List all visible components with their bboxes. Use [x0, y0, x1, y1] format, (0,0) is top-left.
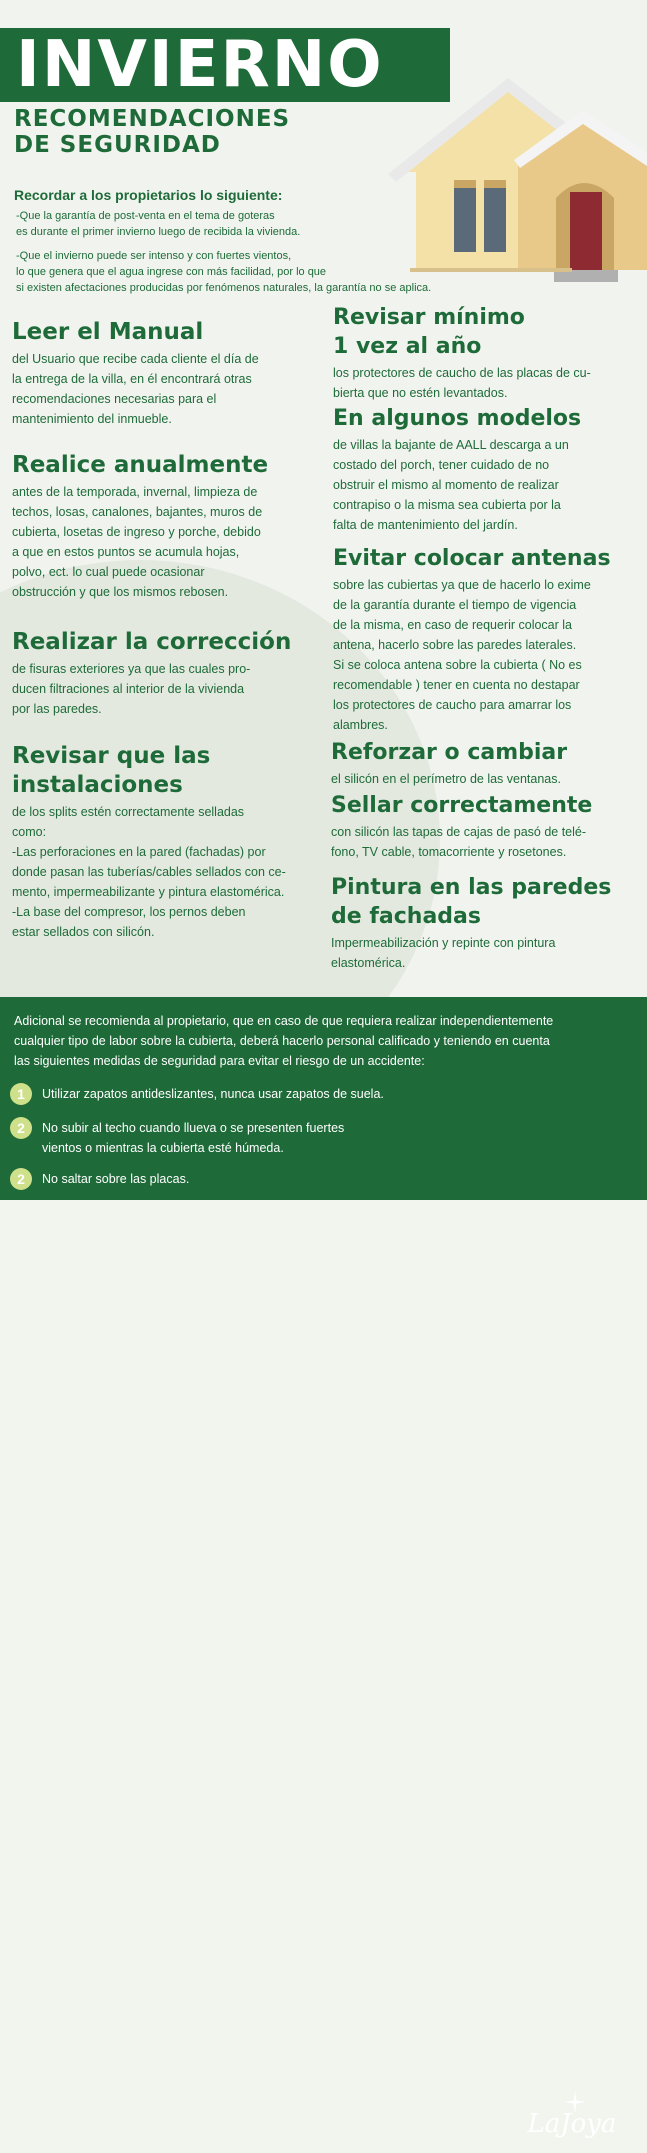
section-body: de fisuras exteriores ya que las cuales pro- ducen filtraciones al interior de la vivienda por las paredes. [12, 662, 251, 716]
section-title: En algunos modelos [333, 406, 582, 431]
section-realice-anualmente [12, 451, 327, 602]
section-title: Realizar la corrección [12, 629, 292, 655]
section-body: con silicón las tapas de cajas de pasó de telé- fono, TV cable, tomacorriente y rosetones. [331, 825, 587, 859]
section-title: Reforzar o cambiar [331, 740, 568, 765]
number-badge: 1 [10, 1083, 32, 1105]
section-body: de los splits estén correctamente selladas como: -Las perforaciones en la pared (fachadas) por donde pasan las tuberías/cables sellados con ce- mento, impermeabilizante y pintura elastomérica. -La base del compresor, los pernos deben estar sellados con silicón. [12, 805, 286, 939]
page-title: INVIERNO [16, 28, 384, 102]
intro-item: -Que la garantía de post-venta en el tema de goteras es durante el primer invierno luego de recibida la vivienda. [16, 210, 301, 238]
section-title: Revisar mínimo 1 vez al año [333, 305, 525, 359]
section-title: Evitar colocar antenas [333, 546, 611, 571]
list-item-text: No subir al techo cuando llueva o se presenten fuertes vientos o mientras la cubierta esté húmeda. [42, 1121, 345, 1155]
section-body: Impermeabilización y repinte con pintura elastomérica. [331, 936, 556, 970]
intro-block [14, 186, 524, 296]
section-realizar-correccion [12, 628, 327, 719]
section-title: Pintura en las paredes de fachadas [331, 875, 612, 929]
section-body: sobre las cubiertas ya que de hacerlo lo exime de la garantía durante el tiempo de vigencia de la misma, en caso de requerir colocar la antena, hacerlo sobre las paredes laterales. Si se coloca antena sobre la cubierta ( No es recomendable ) tener en cuenta no destapar los protectores de caucho para amarrar los alambres. [333, 578, 591, 732]
section-body: el silicón en el perímetro de las ventanas. [331, 772, 561, 786]
section-revisar-minimo [333, 303, 639, 403]
section-body: antes de la temporada, invernal, limpieza de techos, losas, canalones, bajantes, muros de cubierta, losetas de ingreso y porche, debido a que en estos puntos se acumula hojas, polvo, ect. lo cual puede ocasionar obstrucción y que los mismos rebosen. [12, 485, 263, 599]
page-subtitle: RECOMENDACIONES DE SEGURIDAD [14, 106, 291, 158]
list-item [10, 1168, 430, 1192]
list-item [10, 1083, 430, 1107]
intro-item: -Que el invierno puede ser intenso y con fuertes vientos, lo que genera que el agua ingrese con más facilidad, por lo que si existen afectaciones producidas por fenómenos naturales, la garantía no se aplica. [16, 250, 432, 294]
list-item-text: No saltar sobre las placas. [42, 1172, 190, 1186]
section-evitar-antenas [333, 544, 639, 735]
section-leer-manual [12, 318, 327, 429]
section-title: Leer el Manual [12, 319, 204, 345]
intro-heading: Recordar a los propietarios lo siguiente: [14, 187, 283, 203]
list-item-text: Utilizar zapatos antideslizantes, nunca usar zapatos de suela. [42, 1087, 384, 1101]
footer-intro: Adicional se recomienda al propietario, que en caso de que requiera realizar independientemente cualquier tipo de labor sobre la cubierta, deberá hacerlo personal calificado y teniendo en cuenta las siguientes medidas de seguridad para evitar el riesgo de un accidente: [14, 1014, 554, 1068]
section-body: del Usuario que recibe cada cliente el día de la entrega de la villa, en él encontrará otras recomendaciones necesarias para el mantenimiento del inmueble. [12, 352, 259, 426]
section-reforzar-cambiar [331, 738, 637, 789]
number-badge: 2 [10, 1117, 32, 1139]
footer [0, 997, 647, 2139]
section-algunos-modelos [333, 404, 639, 535]
number-badge: 2 [10, 1168, 32, 1190]
section-sellar-correctamente [331, 791, 637, 862]
section-revisar-instalaciones [12, 742, 330, 942]
logo-text: LaJoya [527, 2109, 617, 2139]
list-item [10, 1117, 430, 1158]
section-title: Realice anualmente [12, 452, 269, 478]
section-pintura-paredes [331, 873, 641, 973]
section-body: de villas la bajante de AALL descarga a un costado del porch, tener cuidado de no obstruir el mismo al momento de realizar contrapiso o la misma sea cubierta por la falta de mantenimiento del jardín. [333, 438, 569, 532]
section-title: Revisar que las instalaciones [12, 743, 211, 798]
brand-logo [512, 2091, 632, 2153]
section-title: Sellar correctamente [331, 793, 593, 818]
section-body: los protectores de caucho de las placas de cu- bierta que no estén levantados. [333, 366, 591, 400]
safety-list [10, 1083, 430, 1202]
